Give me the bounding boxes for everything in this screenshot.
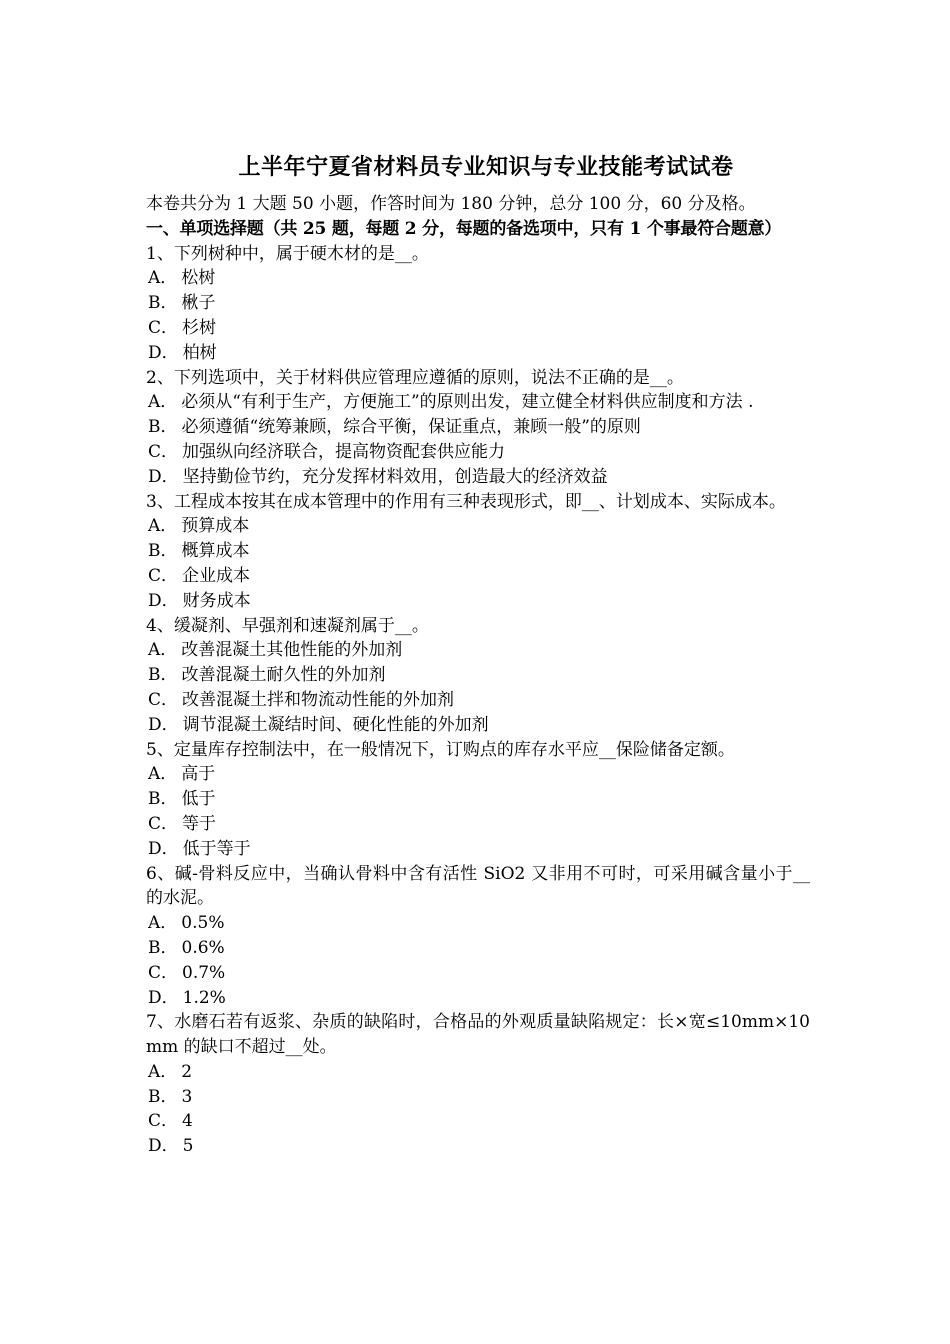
option-text: 坚持勤俭节约，充分发挥材料效用，创造最大的经济效益 bbox=[182, 466, 608, 487]
option-c bbox=[146, 440, 810, 465]
option-letter: A． bbox=[148, 913, 178, 934]
option-letter: C． bbox=[148, 317, 179, 338]
option-b bbox=[146, 787, 810, 812]
option-letter: B． bbox=[148, 293, 178, 314]
option-letter: B． bbox=[148, 417, 178, 438]
option-d bbox=[146, 465, 810, 490]
option-letter: D． bbox=[148, 838, 179, 859]
option-text: 楸子 bbox=[181, 293, 216, 314]
option-text: 改善混凝土其他性能的外加剂 bbox=[181, 640, 403, 661]
option-letter: D． bbox=[148, 466, 179, 487]
option-c bbox=[146, 1109, 810, 1134]
option-b bbox=[146, 291, 810, 316]
option-letter: C． bbox=[148, 689, 179, 710]
section-heading: 一、单项选择题（共 25 题，每题 2 分，每题的备选项中，只有 1 个事最符合题意） bbox=[146, 218, 782, 239]
page-title: 上半年宁夏省材料员专业知识与专业技能考试试卷 bbox=[238, 154, 734, 180]
option-text: 低于 bbox=[181, 789, 216, 810]
option-text: 5 bbox=[182, 1136, 194, 1157]
option-text: 3 bbox=[181, 1086, 193, 1107]
option-letter: C． bbox=[148, 441, 179, 462]
option-text: 必须遵循“统筹兼顾，综合平衡，保证重点，兼顾一般”的原则 bbox=[181, 417, 641, 438]
option-letter: A． bbox=[148, 640, 178, 661]
option-a bbox=[146, 762, 810, 787]
option-letter: A． bbox=[148, 392, 178, 413]
option-c bbox=[146, 316, 810, 341]
option-c bbox=[146, 688, 810, 713]
option-a bbox=[146, 390, 810, 415]
option-letter: B． bbox=[148, 1086, 178, 1107]
option-d bbox=[146, 837, 810, 862]
option-b bbox=[146, 1085, 810, 1110]
option-text: 企业成本 bbox=[182, 565, 251, 586]
option-a bbox=[146, 266, 810, 291]
option-text: 0.6% bbox=[181, 937, 225, 958]
option-text: 4 bbox=[182, 1111, 193, 1132]
option-letter: A． bbox=[148, 516, 178, 537]
option-letter: B． bbox=[148, 789, 178, 810]
question-stem: 3、工程成本按其在成本管理中的作用有三种表现形式，即__、计划成本、实际成本。 bbox=[146, 491, 786, 512]
option-letter: D． bbox=[148, 1136, 179, 1157]
option-letter: A． bbox=[148, 1061, 178, 1082]
option-text: 等于 bbox=[182, 813, 217, 834]
option-letter: C． bbox=[148, 1111, 179, 1132]
option-letter: D． bbox=[148, 590, 179, 611]
option-text: 低于等于 bbox=[182, 838, 251, 859]
question-stem: 6、碱-骨料反应中，当确认骨料中含有活性 SiO2 又非用不可时，可采用碱含量小于__的水泥。 bbox=[146, 863, 810, 909]
option-letter: D． bbox=[148, 714, 179, 735]
exam-intro: 本卷共分为 1 大题 50 小题，作答时间为 180 分钟，总分 100 分，60 分及格。 bbox=[146, 194, 756, 214]
option-text: 财务成本 bbox=[182, 590, 251, 611]
question-stem: 4、缓凝剂、早强剂和速凝剂属于__。 bbox=[146, 615, 429, 636]
option-text: 调节混凝土凝结时间、硬化性能的外加剂 bbox=[182, 714, 489, 735]
option-letter: A． bbox=[148, 764, 178, 785]
option-a bbox=[146, 1060, 810, 1085]
option-b bbox=[146, 539, 810, 564]
option-d bbox=[146, 713, 810, 738]
option-text: 改善混凝土耐久性的外加剂 bbox=[181, 665, 386, 686]
question-stem: 5、定量库存控制法中，在一般情况下，订购点的库存水平应__保险储备定额。 bbox=[146, 739, 735, 760]
option-letter: A． bbox=[148, 268, 178, 289]
option-text: 松树 bbox=[181, 268, 216, 289]
option-letter: C． bbox=[148, 962, 179, 983]
option-d bbox=[146, 341, 810, 366]
option-d bbox=[146, 1134, 810, 1159]
option-a bbox=[146, 638, 810, 663]
option-text: 杉树 bbox=[182, 317, 217, 338]
option-text: 预算成本 bbox=[181, 516, 250, 537]
option-text: 2 bbox=[181, 1061, 193, 1082]
option-b bbox=[146, 415, 810, 440]
option-b bbox=[146, 663, 810, 688]
question-stem: 1、下列树种中，属于硬木材的是__。 bbox=[146, 243, 429, 264]
option-c bbox=[146, 961, 810, 986]
option-text: 0.7% bbox=[182, 962, 226, 983]
option-a bbox=[146, 514, 810, 539]
option-text: 概算成本 bbox=[181, 541, 250, 562]
option-b bbox=[146, 936, 810, 961]
option-letter: B． bbox=[148, 937, 178, 958]
option-c bbox=[146, 564, 810, 589]
question-stem: 2、下列选项中，关于材料供应管理应遵循的原则，说法不正确的是__。 bbox=[146, 367, 684, 388]
option-text: 高于 bbox=[181, 764, 216, 785]
option-text: 柏树 bbox=[182, 342, 217, 363]
option-letter: D． bbox=[148, 987, 179, 1008]
question-stem: 7、水磨石若有返浆、杂质的缺陷时，合格品的外观质量缺陷规定：长×宽≤10mm×10mm 的缺口不超过__处。 bbox=[146, 1012, 810, 1058]
option-text: 0.5% bbox=[181, 913, 225, 934]
option-letter: B． bbox=[148, 541, 178, 562]
option-a bbox=[146, 911, 810, 936]
option-text: 改善混凝土拌和物流动性能的外加剂 bbox=[182, 689, 455, 710]
option-d bbox=[146, 589, 810, 614]
option-letter: D． bbox=[148, 342, 179, 363]
option-c bbox=[146, 812, 810, 837]
option-text: 1.2% bbox=[182, 987, 226, 1008]
option-letter: B． bbox=[148, 665, 178, 686]
exam-page bbox=[146, 150, 810, 1159]
option-letter: C． bbox=[148, 813, 179, 834]
option-d bbox=[146, 986, 810, 1011]
option-letter: C． bbox=[148, 565, 179, 586]
option-text: 加强纵向经济联合，提高物资配套供应能力 bbox=[182, 441, 506, 462]
option-text: 必须从“有利于生产，方便施工”的原则出发，建立健全材料供应制度和方法 . bbox=[181, 392, 754, 413]
